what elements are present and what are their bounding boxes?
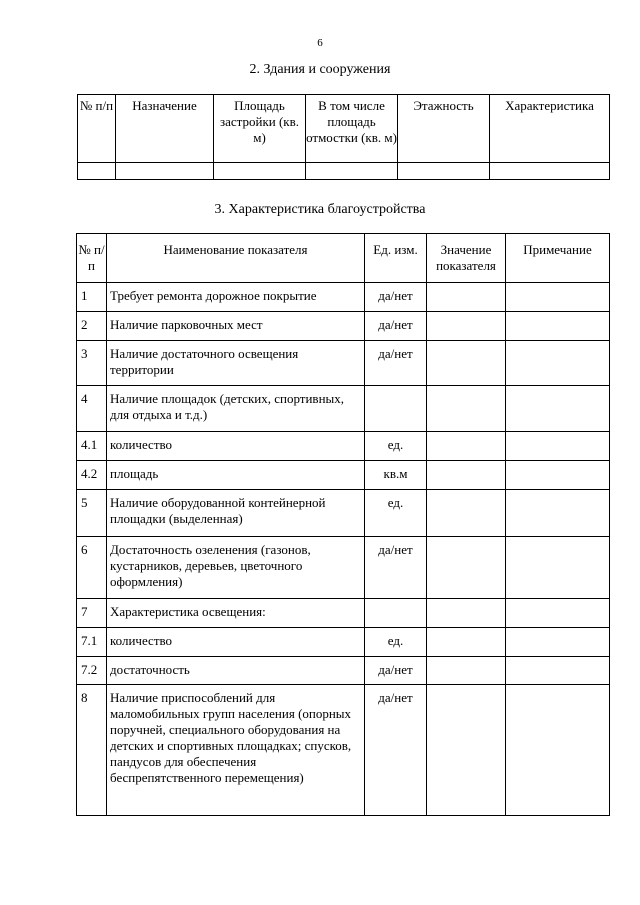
row-number: 5 — [77, 490, 107, 537]
header-blind-area: В том числе площадь отмостки (кв. м) — [306, 95, 398, 163]
note-cell[interactable] — [506, 283, 610, 312]
row-indicator: Требует ремонта дорожное покрытие — [107, 283, 365, 312]
row-number: 4 — [77, 386, 107, 432]
row-indicator: достаточность — [107, 657, 365, 685]
row-unit: ед. — [365, 628, 427, 657]
table-row — [77, 628, 610, 657]
row-indicator: количество — [107, 432, 365, 461]
row-number: 4.1 — [77, 432, 107, 461]
value-cell[interactable] — [427, 341, 506, 386]
note-cell[interactable] — [506, 432, 610, 461]
row-indicator: количество — [107, 628, 365, 657]
empty-cell[interactable] — [116, 163, 214, 180]
value-cell[interactable] — [427, 685, 506, 816]
row-unit: да/нет — [365, 283, 427, 312]
row-number: 3 — [77, 341, 107, 386]
table-row — [77, 657, 610, 685]
note-cell[interactable] — [506, 461, 610, 490]
row-indicator: Наличие достаточного освещения территории — [107, 341, 365, 386]
row-indicator: Наличие приспособлений для маломобильных групп населения (опорных поручней, специального оборудования на детских и спортивных площадках; спусков, пандусов для обеспечения беспрепятственного перемещения) — [107, 685, 365, 816]
value-cell[interactable] — [427, 312, 506, 341]
header-number: № п/п — [77, 234, 107, 283]
header-characteristic: Характеристика — [490, 95, 610, 163]
row-unit: ед. — [365, 490, 427, 537]
table-row — [77, 461, 610, 490]
table-row — [77, 432, 610, 461]
row-number: 8 — [77, 685, 107, 816]
table-row — [77, 685, 610, 816]
value-cell[interactable] — [427, 461, 506, 490]
value-cell[interactable] — [427, 432, 506, 461]
section-2-title: 2. Здания и сооружения — [249, 62, 391, 77]
improvement-table — [76, 233, 610, 816]
note-cell[interactable] — [506, 657, 610, 685]
value-cell[interactable] — [427, 490, 506, 537]
row-number: 7.1 — [77, 628, 107, 657]
buildings-table — [77, 94, 610, 180]
improvement-table-header — [77, 234, 610, 283]
table-row — [77, 312, 610, 341]
value-cell[interactable] — [427, 599, 506, 628]
row-indicator: Наличие площадок (детских, спортивных, для отдыха и т.д.) — [107, 386, 365, 432]
header-note: Примечание — [506, 234, 610, 283]
note-cell[interactable] — [506, 386, 610, 432]
row-number: 1 — [77, 283, 107, 312]
table-row — [77, 599, 610, 628]
row-indicator: Характеристика освещения: — [107, 599, 365, 628]
empty-cell[interactable] — [214, 163, 306, 180]
value-cell[interactable] — [427, 657, 506, 685]
note-cell[interactable] — [506, 490, 610, 537]
row-unit — [365, 599, 427, 628]
row-number: 7 — [77, 599, 107, 628]
row-indicator: Достаточность озеленения (газонов, кустарников, деревьев, цветочного оформления) — [107, 537, 365, 599]
empty-cell[interactable] — [78, 163, 116, 180]
row-unit: да/нет — [365, 341, 427, 386]
header-number: № п/п — [78, 95, 116, 163]
empty-cell[interactable] — [490, 163, 610, 180]
header-floors: Этажность — [398, 95, 490, 163]
table-row — [77, 283, 610, 312]
empty-cell[interactable] — [306, 163, 398, 180]
note-cell[interactable] — [506, 312, 610, 341]
row-unit: да/нет — [365, 312, 427, 341]
table-row — [77, 341, 610, 386]
note-cell[interactable] — [506, 628, 610, 657]
value-cell[interactable] — [427, 386, 506, 432]
row-unit — [365, 386, 427, 432]
header-building-area: Площадь застройки (кв. м) — [214, 95, 306, 163]
table-row — [77, 490, 610, 537]
row-unit: да/нет — [365, 657, 427, 685]
value-cell[interactable] — [427, 283, 506, 312]
section-3-title: 3. Характеристика благоустройства — [214, 202, 426, 217]
page-number: 6 — [317, 37, 323, 49]
header-indicator: Наименование показателя — [107, 234, 365, 283]
table-row — [77, 537, 610, 599]
row-number: 4.2 — [77, 461, 107, 490]
empty-cell[interactable] — [398, 163, 490, 180]
header-purpose: Назначение — [116, 95, 214, 163]
row-indicator: площадь — [107, 461, 365, 490]
row-indicator: Наличие оборудованной контейнерной площадки (выделенная) — [107, 490, 365, 537]
note-cell[interactable] — [506, 341, 610, 386]
row-number: 6 — [77, 537, 107, 599]
note-cell[interactable] — [506, 537, 610, 599]
table-row — [78, 163, 610, 180]
row-number: 7.2 — [77, 657, 107, 685]
row-unit: да/нет — [365, 537, 427, 599]
value-cell[interactable] — [427, 537, 506, 599]
row-number: 2 — [77, 312, 107, 341]
table-row — [77, 386, 610, 432]
header-value: Значение показателя — [427, 234, 506, 283]
header-unit: Ед. изм. — [365, 234, 427, 283]
value-cell[interactable] — [427, 628, 506, 657]
row-unit: да/нет — [365, 685, 427, 816]
note-cell[interactable] — [506, 599, 610, 628]
row-indicator: Наличие парковочных мест — [107, 312, 365, 341]
row-unit: ед. — [365, 432, 427, 461]
row-unit: кв.м — [365, 461, 427, 490]
buildings-table-header — [78, 95, 610, 163]
note-cell[interactable] — [506, 685, 610, 816]
